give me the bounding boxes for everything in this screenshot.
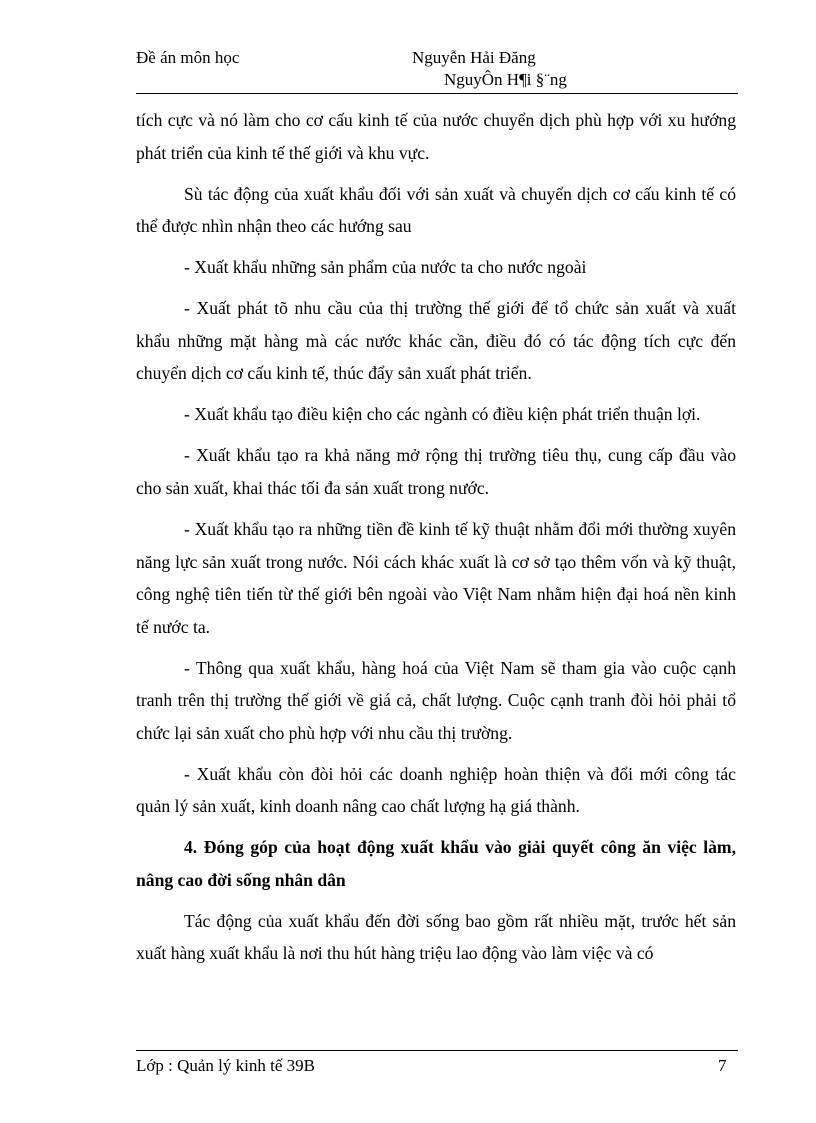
list-item-competition: - Thông qua xuất khẩu, hàng hoá của Việt Nam sẽ tham gia vào cuộc cạnh tranh trên thị trường thế giới về giá cả, chất lượng. Cuộc cạnh tranh đòi hỏi phải tổ chức lại sản xuất cho phù hợp với nhu cầu thị trường.: [136, 657, 736, 743]
paragraph-intro: Sù tác động của xuất khẩu đối với sản xuất và chuyển dịch cơ cấu kinh tế có thể được nhìn nhận theo các hướng sau: [136, 183, 736, 237]
document-body: [136, 104, 736, 979]
list-item-world-market-demand: - Xuất phát tõ nhu cầu của thị trường thế giới để tổ chức sản xuất và xuất khẩu những mặt hàng mà các nước khác cần, điều đó có tác động tích cực đến chuyển dịch cơ cấu kinh tế, thúc đẩy sản xuất phát triển.: [136, 298, 736, 384]
list-item-market-expansion: - Xuất khẩu tạo ra khả năng mở rộng thị trường tiêu thụ, cung cấp đầu vào cho sản xuất, khai thác tối đa sản xuất trong nước.: [136, 445, 736, 498]
page-header: [136, 48, 738, 96]
section-heading: 4. Đóng góp của hoạt động xuất khẩu vào giải quyết công ăn việc làm, nâng cao đời sống nhân dân: [136, 837, 736, 890]
list-item-export-products: - Xuất khẩu những sản phẩm của nước ta cho nước ngoài: [184, 257, 587, 278]
header-divider: [136, 93, 738, 94]
paragraph-closing: Tác động của xuất khẩu đến đời sống bao gồm rất nhiều mặt, trước hết sản xuất hàng xuất khẩu là nơi thu hút hàng triệu lao động vào làm việc và có: [136, 910, 736, 964]
header-author-name: Nguyễn Hải Đăng: [412, 48, 536, 67]
list-item-technical-premises: - Xuất khẩu tạo ra những tiền đề kinh tế kỹ thuật nhằm đổi mới thường xuyên năng lực sản xuất trong nước. Nói cách khác xuất là cơ sở tạo thêm vốn và kỹ thuật, công nghệ tiên tiến từ thế giới bên ngoài vào Việt Nam nhằm hiện đại hoá nền kinh tế nước ta.: [136, 519, 736, 637]
paragraph-continuation: tích cực và nó làm cho cơ cấu kinh tế của nước chuyển dịch phù hợp với xu hướng phát triển của kinh tế thế giới và khu vực.: [136, 110, 736, 163]
page-number: 7: [718, 1056, 727, 1075]
header-author-name-legacy-encoding: NguyÔn H¶i §¨ng: [444, 70, 567, 89]
footer-class-label: Lớp : Quản lý kinh tế 39B: [136, 1056, 315, 1075]
list-item-favorable-conditions: - Xuất khẩu tạo điều kiện cho các ngành có điều kiện phát triển thuận lợi.: [184, 404, 701, 425]
header-course-title: Đề án môn học: [136, 48, 240, 67]
footer-divider: [136, 1050, 738, 1051]
list-item-management-improvement: - Xuất khẩu còn đòi hỏi các doanh nghiệp hoàn thiện và đổi mới công tác quản lý sản xuất, kinh doanh nâng cao chất lượng hạ giá thành.: [136, 763, 736, 817]
